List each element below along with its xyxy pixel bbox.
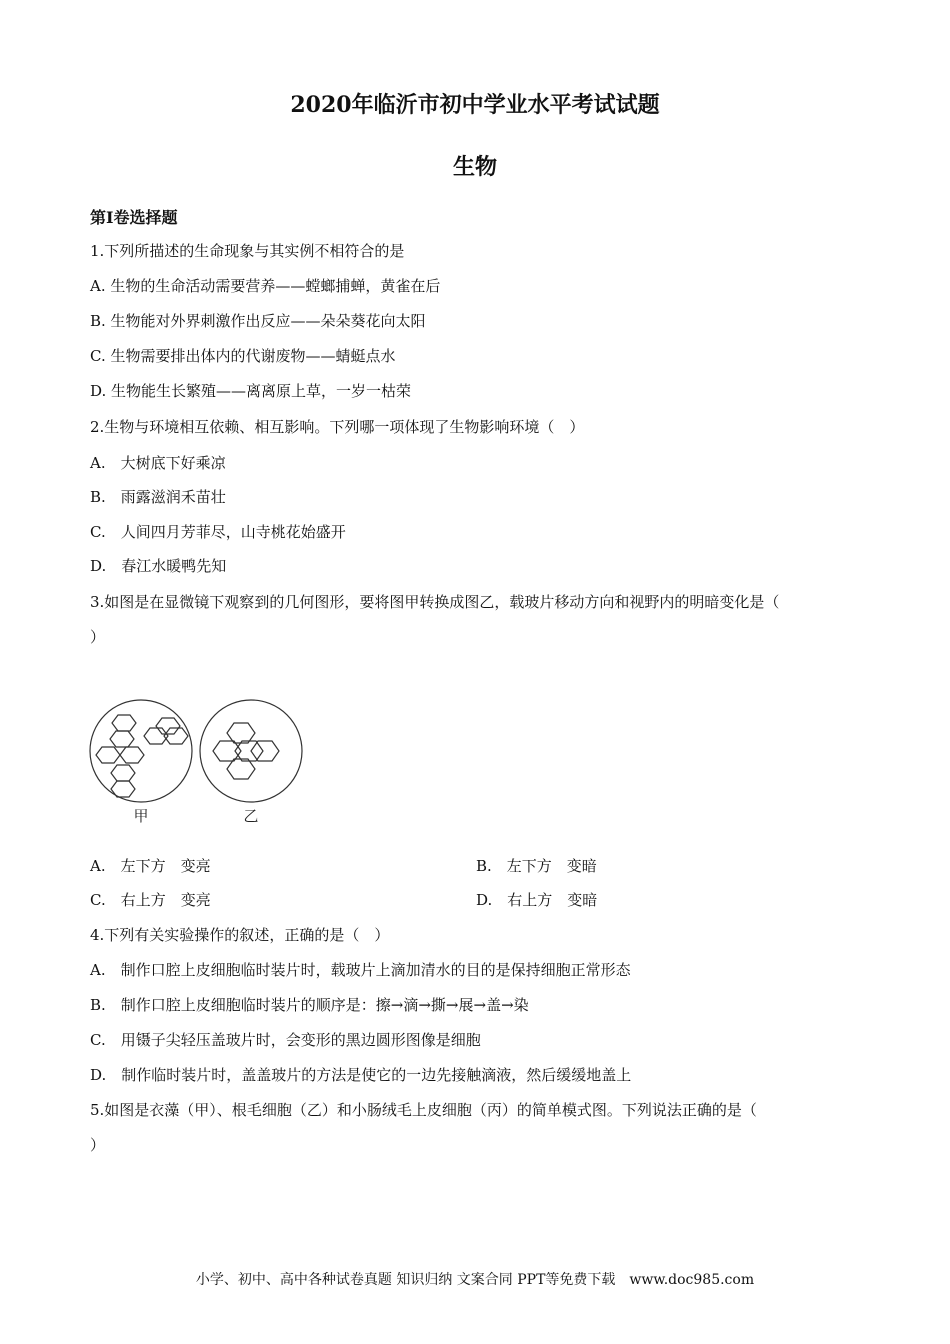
question-5-stem-line-1: 5.如图是衣藻（甲）、根毛细胞（乙）和小肠绒毛上皮细胞（丙）的简单模式图。下列说法正确的是（ [90,1101,757,1119]
question-4-option-a: A. 制作口腔上皮细胞临时装片时，载玻片上滴加清水的目的是保持细胞正常形态 [90,961,631,979]
question-4-option-d: D. 制作临时装片时，盖盖玻片的方法是使它的一边先接触滴液，然后缓缓地盖上 [90,1066,632,1084]
figure-label-yi: 乙 [243,807,259,825]
question-4-option-b: B. 制作口腔上皮细胞临时装片的顺序是：擦→滴→撕→展→盖→染 [90,996,529,1014]
page-footer: 小学、初中、高中各种试卷真题 知识归纳 文案合同 PPT等免费下载 www.doc985.com [195,1272,755,1288]
figure-label-jia: 甲 [133,807,149,825]
question-3-option-d: D. 右上方 变暗 [476,891,598,909]
question-2-option-a: A. 大树底下好乘凉 [90,454,226,472]
question-1-stem: 1.下列所描述的生命现象与其实例不相符合的是 [90,242,405,260]
question-1-option-d: D. 生物能生长繁殖——离离原上草，一岁一枯荣 [90,382,412,400]
question-2-option-d: D. 春江水暖鸭先知 [90,557,227,575]
question-2-option-b: B. 雨露滋润禾苗壮 [90,488,226,506]
microscope-field-figure [85,695,310,830]
question-3-option-c: C. 右上方 变亮 [90,891,211,909]
question-3-stem-line-1: 3.如图是在显微镜下观察到的几何图形，要将图甲转换成图乙，载玻片移动方向和视野内的明暗变化是（ [90,593,780,611]
question-3-option-b: B. 左下方 变暗 [476,857,597,875]
question-1-option-b: B. 生物能对外界刺激作出反应——朵朵葵花向太阳 [90,312,426,330]
question-2-option-c: C. 人间四月芳菲尽，山寺桃花始盛开 [90,523,346,541]
page-title: 2020年临沂市初中学业水平考试试题 [290,92,660,118]
question-4-stem: 4.下列有关实验操作的叙述，正确的是（ ） [90,926,390,944]
section-heading: 第Ⅰ卷选择题 [90,208,178,227]
question-3-option-a: A. 左下方 变亮 [90,857,211,875]
question-2-stem: 2.生物与环境相互依赖、相互影响。下列哪一项体现了生物影响环境（ ） [90,418,585,436]
question-1-option-c: C. 生物需要排出体内的代谢废物——蜻蜓点水 [90,347,396,365]
question-1-option-a: A. 生物的生命活动需要营养——螳螂捕蝉，黄雀在后 [90,277,441,295]
question-3-stem-line-2: ） [90,628,106,646]
question-4-option-c: C. 用镊子尖轻压盖玻片时，会变形的黑边圆形图像是细胞 [90,1031,481,1049]
subject-title: 生物 [452,154,497,180]
question-5-stem-line-2: ） [90,1136,106,1154]
